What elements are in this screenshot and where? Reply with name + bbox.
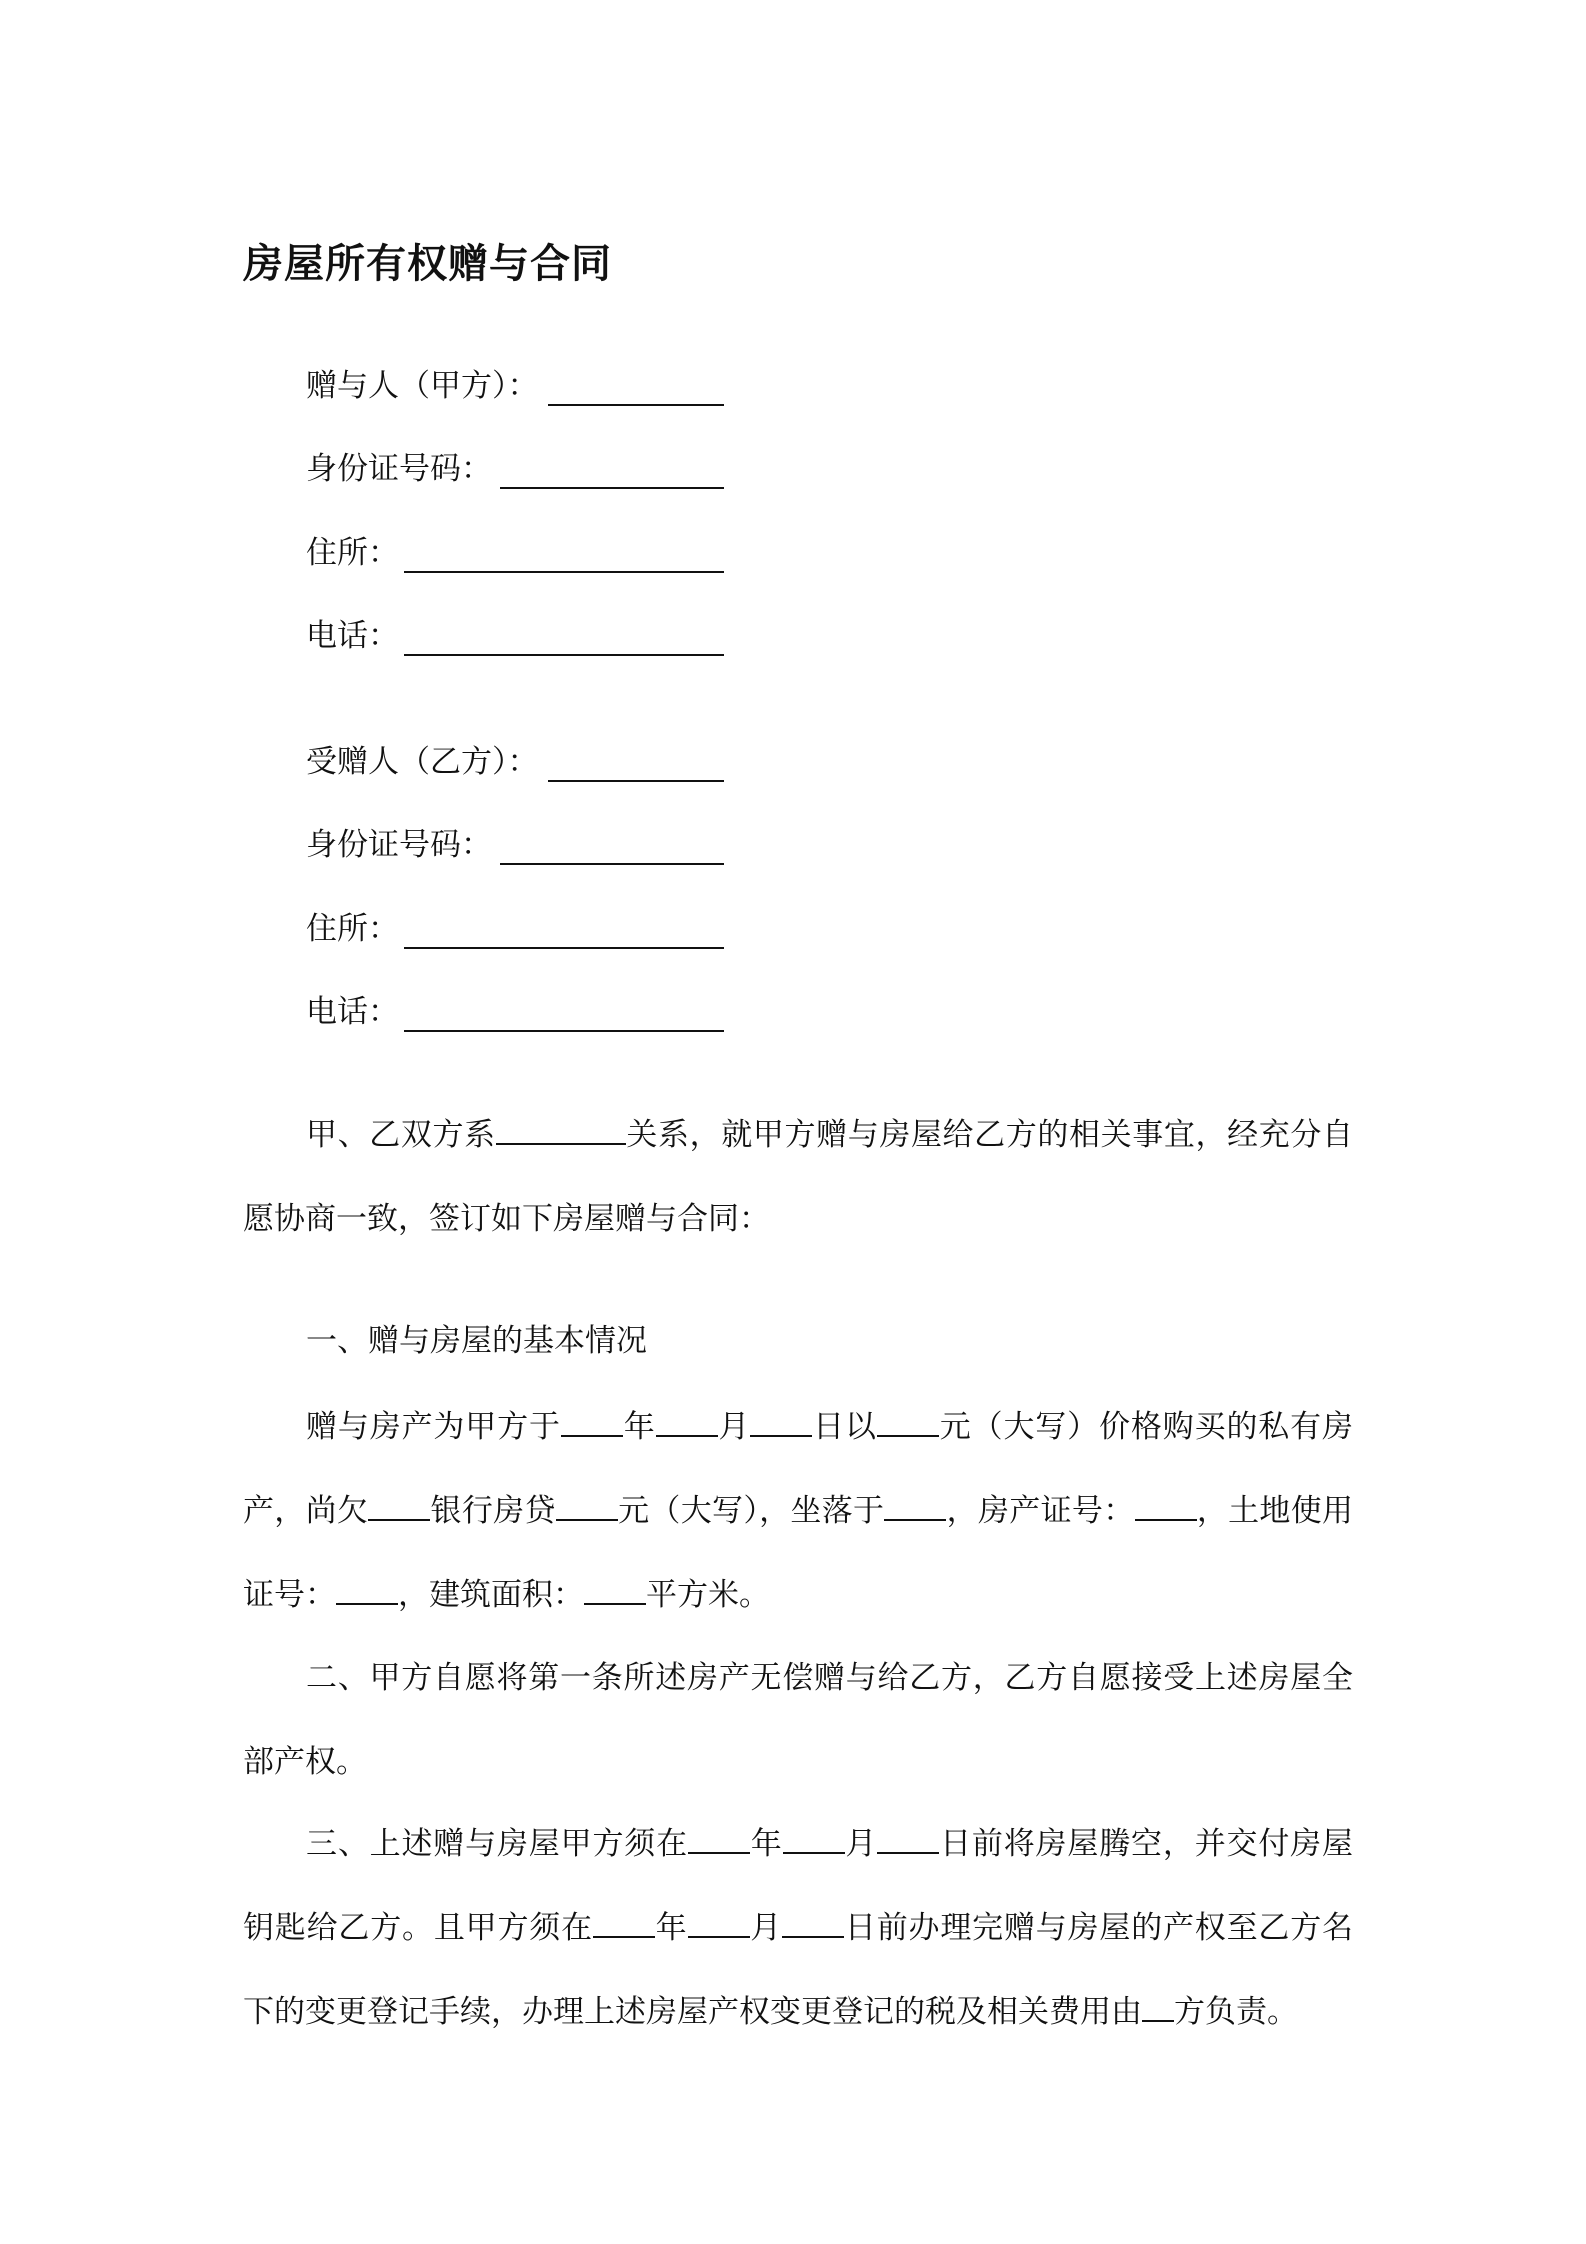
s1-text-7: 元（大写），坐落于 [617, 1493, 885, 1529]
donor-name-blank [548, 360, 724, 406]
donee-phone-label: 电话： [306, 994, 399, 1030]
document-title: 房屋所有权赠与合同 [243, 241, 612, 287]
donor-id-label: 身份证号码： [306, 451, 492, 487]
s1-text-4: 日以 [812, 1409, 877, 1445]
donor-party-field [306, 360, 539, 410]
donor-id-blank [500, 443, 724, 489]
purchase-month-blank [656, 1401, 718, 1437]
section-2-paragraph: 二、甲方自愿将第一条所述房产无偿赠与给乙方，乙方自愿接受上述房屋全部产权。 [243, 1660, 1353, 1780]
donee-address-field [306, 903, 399, 953]
donee-phone-blank [404, 986, 724, 1032]
donor-address-field [306, 527, 399, 577]
intro-text-1: 甲、乙双方系 [306, 1117, 496, 1153]
s1-text-9: ，土地使用证号： [243, 1493, 1354, 1613]
property-cert-blank [1135, 1485, 1197, 1521]
s3-text-4: 日前将房屋腾空，并交付房屋钥匙给乙方。且甲方须在 [243, 1826, 1354, 1946]
donee-address-label: 住所： [306, 911, 399, 947]
donee-party-label: 受赠人（乙方）： [306, 744, 539, 780]
s1-text-6: 银行房贷 [430, 1493, 556, 1529]
donee-id-blank [500, 819, 724, 865]
s3-text-1: 三、上述赠与房屋甲方须在 [306, 1826, 688, 1862]
relationship-blank [496, 1109, 626, 1145]
donee-id-label: 身份证号码： [306, 827, 492, 863]
donor-phone-label: 电话： [306, 618, 399, 654]
s3-text-3: 月 [844, 1826, 878, 1862]
intro-text-2: 关系，就甲方赠与房屋给乙方的相关事宜，经充分自愿协商一致，签订如下房屋赠与合同： [243, 1117, 1354, 1237]
s3-text-7: 日前办理完赠与房屋的产权至乙方名下的变更登记手续，办理上述房屋产权变更登记的税及相关费用由 [243, 1910, 1354, 2030]
donor-address-blank [404, 527, 724, 573]
donee-party-field [306, 736, 539, 786]
location-blank [884, 1485, 946, 1521]
bank-name-blank [368, 1485, 430, 1521]
s1-text-1: 赠与房产为甲方于 [306, 1409, 561, 1445]
s3-text-5: 年 [654, 1910, 688, 1946]
transfer-year-blank [593, 1902, 655, 1938]
donor-phone-blank [404, 610, 724, 656]
donor-id-field [306, 443, 492, 493]
intro-paragraph [243, 1093, 1353, 1261]
vacate-day-blank [877, 1818, 939, 1854]
transfer-day-blank [782, 1902, 844, 1938]
s1-text-2: 年 [622, 1409, 656, 1445]
s1-text-10: ，建筑面积： [398, 1577, 584, 1613]
transfer-month-blank [688, 1902, 750, 1938]
fee-party-blank [1142, 1986, 1174, 2022]
section-1-heading: 一、赠与房屋的基本情况 [306, 1323, 647, 1359]
section-1-paragraph [243, 1385, 1353, 1637]
section-3-paragraph [243, 1802, 1353, 2054]
s3-text-6: 月 [749, 1910, 783, 1946]
vacate-month-blank [783, 1818, 845, 1854]
donee-name-blank [548, 736, 724, 782]
floor-area-blank [584, 1569, 646, 1605]
donee-address-blank [404, 903, 724, 949]
s1-text-11: 平方米。 [646, 1577, 770, 1613]
donee-phone-field [306, 986, 399, 1036]
donor-party-label: 赠与人（甲方）： [306, 368, 539, 404]
vacate-year-blank [688, 1818, 750, 1854]
purchase-year-blank [561, 1401, 623, 1437]
s3-text-8: 方负责。 [1174, 1994, 1298, 2030]
s3-text-2: 年 [749, 1826, 783, 1862]
donee-id-field [306, 819, 492, 869]
s1-text-3: 月 [717, 1409, 751, 1445]
s1-text-5: 元（大写）价格购买的私有房产，尚欠 [243, 1409, 1354, 1529]
donor-phone-field [306, 610, 399, 660]
land-cert-blank [336, 1569, 398, 1605]
purchase-day-blank [750, 1401, 812, 1437]
donor-address-label: 住所： [306, 535, 399, 571]
s1-text-8: ，房产证号： [946, 1493, 1135, 1529]
loan-amount-blank [556, 1485, 618, 1521]
purchase-price-blank [877, 1401, 939, 1437]
